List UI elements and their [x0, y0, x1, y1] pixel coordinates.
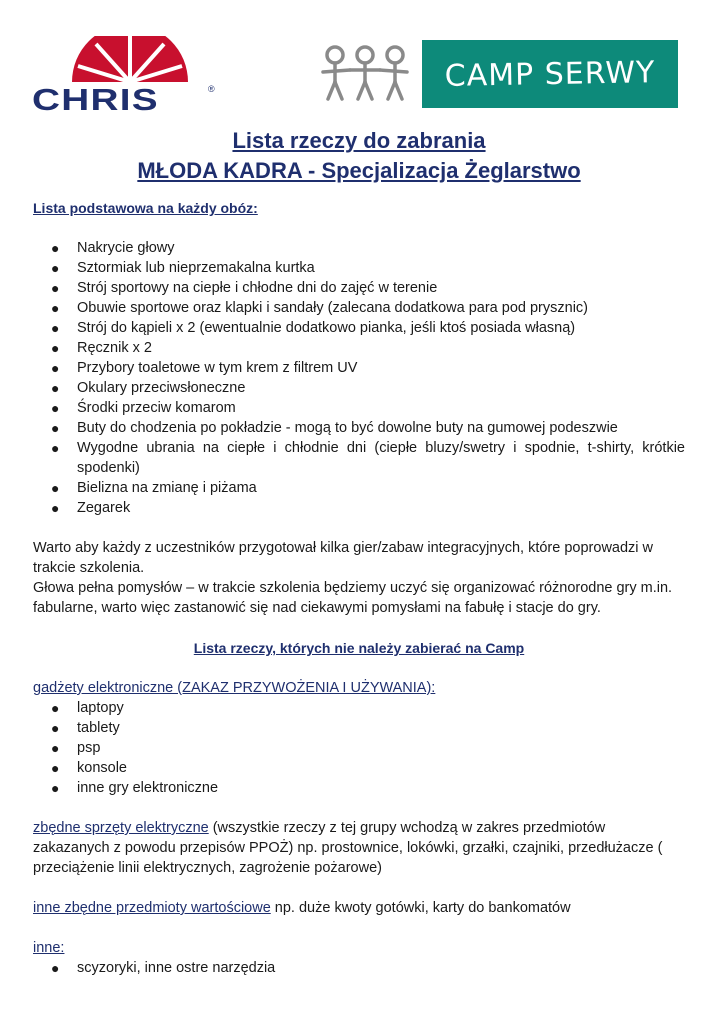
camp-serwy-logo [422, 40, 678, 108]
header [0, 0, 725, 115]
kids-holding-hands-icon [320, 44, 410, 102]
bullet-icon: ● [51, 440, 60, 456]
chris-logo-text: CHRIS [32, 82, 159, 117]
forbidden-list-heading: Lista rzeczy, których nie należy zabierać na Camp [193, 640, 525, 656]
list-item: ● Strój do kąpieli x 2 (ewentualnie dodatkowo pianka, jeśli ktoś posiada własną) [51, 320, 576, 336]
bullet-icon: ● [51, 480, 60, 496]
list-item: ● Przybory toaletowe w tym krem z filtrem UV [51, 360, 358, 376]
bullet-icon: ● [51, 960, 60, 976]
list-item: ● Nakrycie głowy [51, 240, 175, 256]
list-item: ● konsole [51, 760, 127, 776]
list-item: ● Wygodne ubrania na ciepłe i chłodnie dni (ciepłe bluzy/swetry i spodnie, t-shirty, krótkie spodenki) [51, 440, 685, 476]
valuables-label: inne zbędne przedmioty wartościowe [33, 900, 271, 916]
bullet-icon: ● [51, 280, 60, 296]
list-item: ● Środki przeciw komarom [51, 400, 236, 416]
bullet-icon: ● [51, 720, 60, 736]
list-item: ● scyzoryki, inne ostre narzędzia [51, 960, 276, 976]
bullet-icon: ● [51, 760, 60, 776]
list-item: ● laptopy [51, 700, 124, 716]
bullet-icon: ● [51, 500, 60, 516]
list-item: ● Ręcznik x 2 [51, 340, 152, 356]
bullet-icon: ● [51, 780, 60, 796]
list-item: ● tablety [51, 720, 120, 736]
bullet-icon: ● [51, 420, 60, 436]
list-item: ● Okulary przeciwsłoneczne [51, 380, 246, 396]
note-paragraph-2: Głowa pełna pomysłów – w trakcie szkolenia będziemy uczyć się organizować różnorodne gry m.in. fabularne, warto więc zastanowić się nad ciekawymi pomysłami na fabułę i stacje do gry. [33, 580, 673, 616]
other-group [33, 938, 685, 958]
valuables-text: np. duże kwoty gotówki, karty do bankomatów [270, 900, 571, 916]
bullet-icon: ● [51, 380, 60, 396]
electrical-label: zbędne sprzęty elektryczne [33, 820, 209, 836]
document-body [33, 118, 685, 978]
electrical-group [33, 818, 685, 878]
page-subtitle: MŁODA KADRA - Specjalizacja Żeglarstwo [137, 158, 581, 183]
electronics-group [33, 678, 685, 698]
electrical-text: (wszystkie rzeczy z tej grupy wchodzą w zakres przedmiotów zakazanych z powodu przepisów PPOŻ) np. prostownice, lokówki, grzałki, czajniki, przedłużacze ( przeciążenie linii elektrycznych, zagrożenie pożarowe) [33, 820, 663, 876]
basic-list [33, 238, 685, 518]
bullet-icon: ● [51, 240, 60, 256]
bullet-icon: ● [51, 400, 60, 416]
other-label: inne: [33, 940, 65, 956]
registered-mark: ® [208, 84, 215, 94]
bullet-icon: ● [51, 360, 60, 376]
bullet-icon: ● [51, 320, 60, 336]
list-item: ● Zegarek [51, 500, 131, 516]
bullet-icon: ● [51, 340, 60, 356]
bullet-icon: ● [51, 700, 60, 716]
list-item: ● Sztormiak lub nieprzemakalna kurtka [51, 260, 315, 276]
list-item: ● Strój sportowy na ciepłe i chłodne dni do zajęć w terenie [51, 280, 438, 296]
page-title: Lista rzeczy do zabrania [232, 128, 486, 153]
list-item: ● psp [51, 740, 101, 756]
chris-logo [32, 36, 222, 117]
electronics-list [33, 698, 685, 798]
electronics-label: gadżety elektroniczne (ZAKAZ PRZYWOŻENIA I UŻYWANIA): [33, 680, 436, 696]
other-list [33, 958, 685, 978]
bullet-icon: ● [51, 260, 60, 276]
camp-serwy-logo-text: CAMP SERWY [444, 54, 656, 94]
bullet-icon: ● [51, 740, 60, 756]
list-item: ● Bielizna na zmianę i piżama [51, 480, 257, 496]
note-paragraph-1: Warto aby każdy z uczestników przygotował kilka gier/zabaw integracyjnych, które poprowadzi w trakcie szkolenia. [33, 540, 654, 576]
list-item: ● Buty do chodzenia po pokładzie - mogą to być dowolne buty na gumowej podeszwie [51, 420, 618, 436]
basic-list-heading: Lista podstawowa na każdy obóz: [33, 200, 258, 216]
bullet-icon: ● [51, 300, 60, 316]
list-item: ● Obuwie sportowe oraz klapki i sandały (zalecana dodatkowa para pod prysznic) [51, 300, 588, 316]
valuables-group [33, 898, 685, 918]
list-item: ● inne gry elektroniczne [51, 780, 219, 796]
chris-logo-mark-icon [32, 36, 222, 86]
